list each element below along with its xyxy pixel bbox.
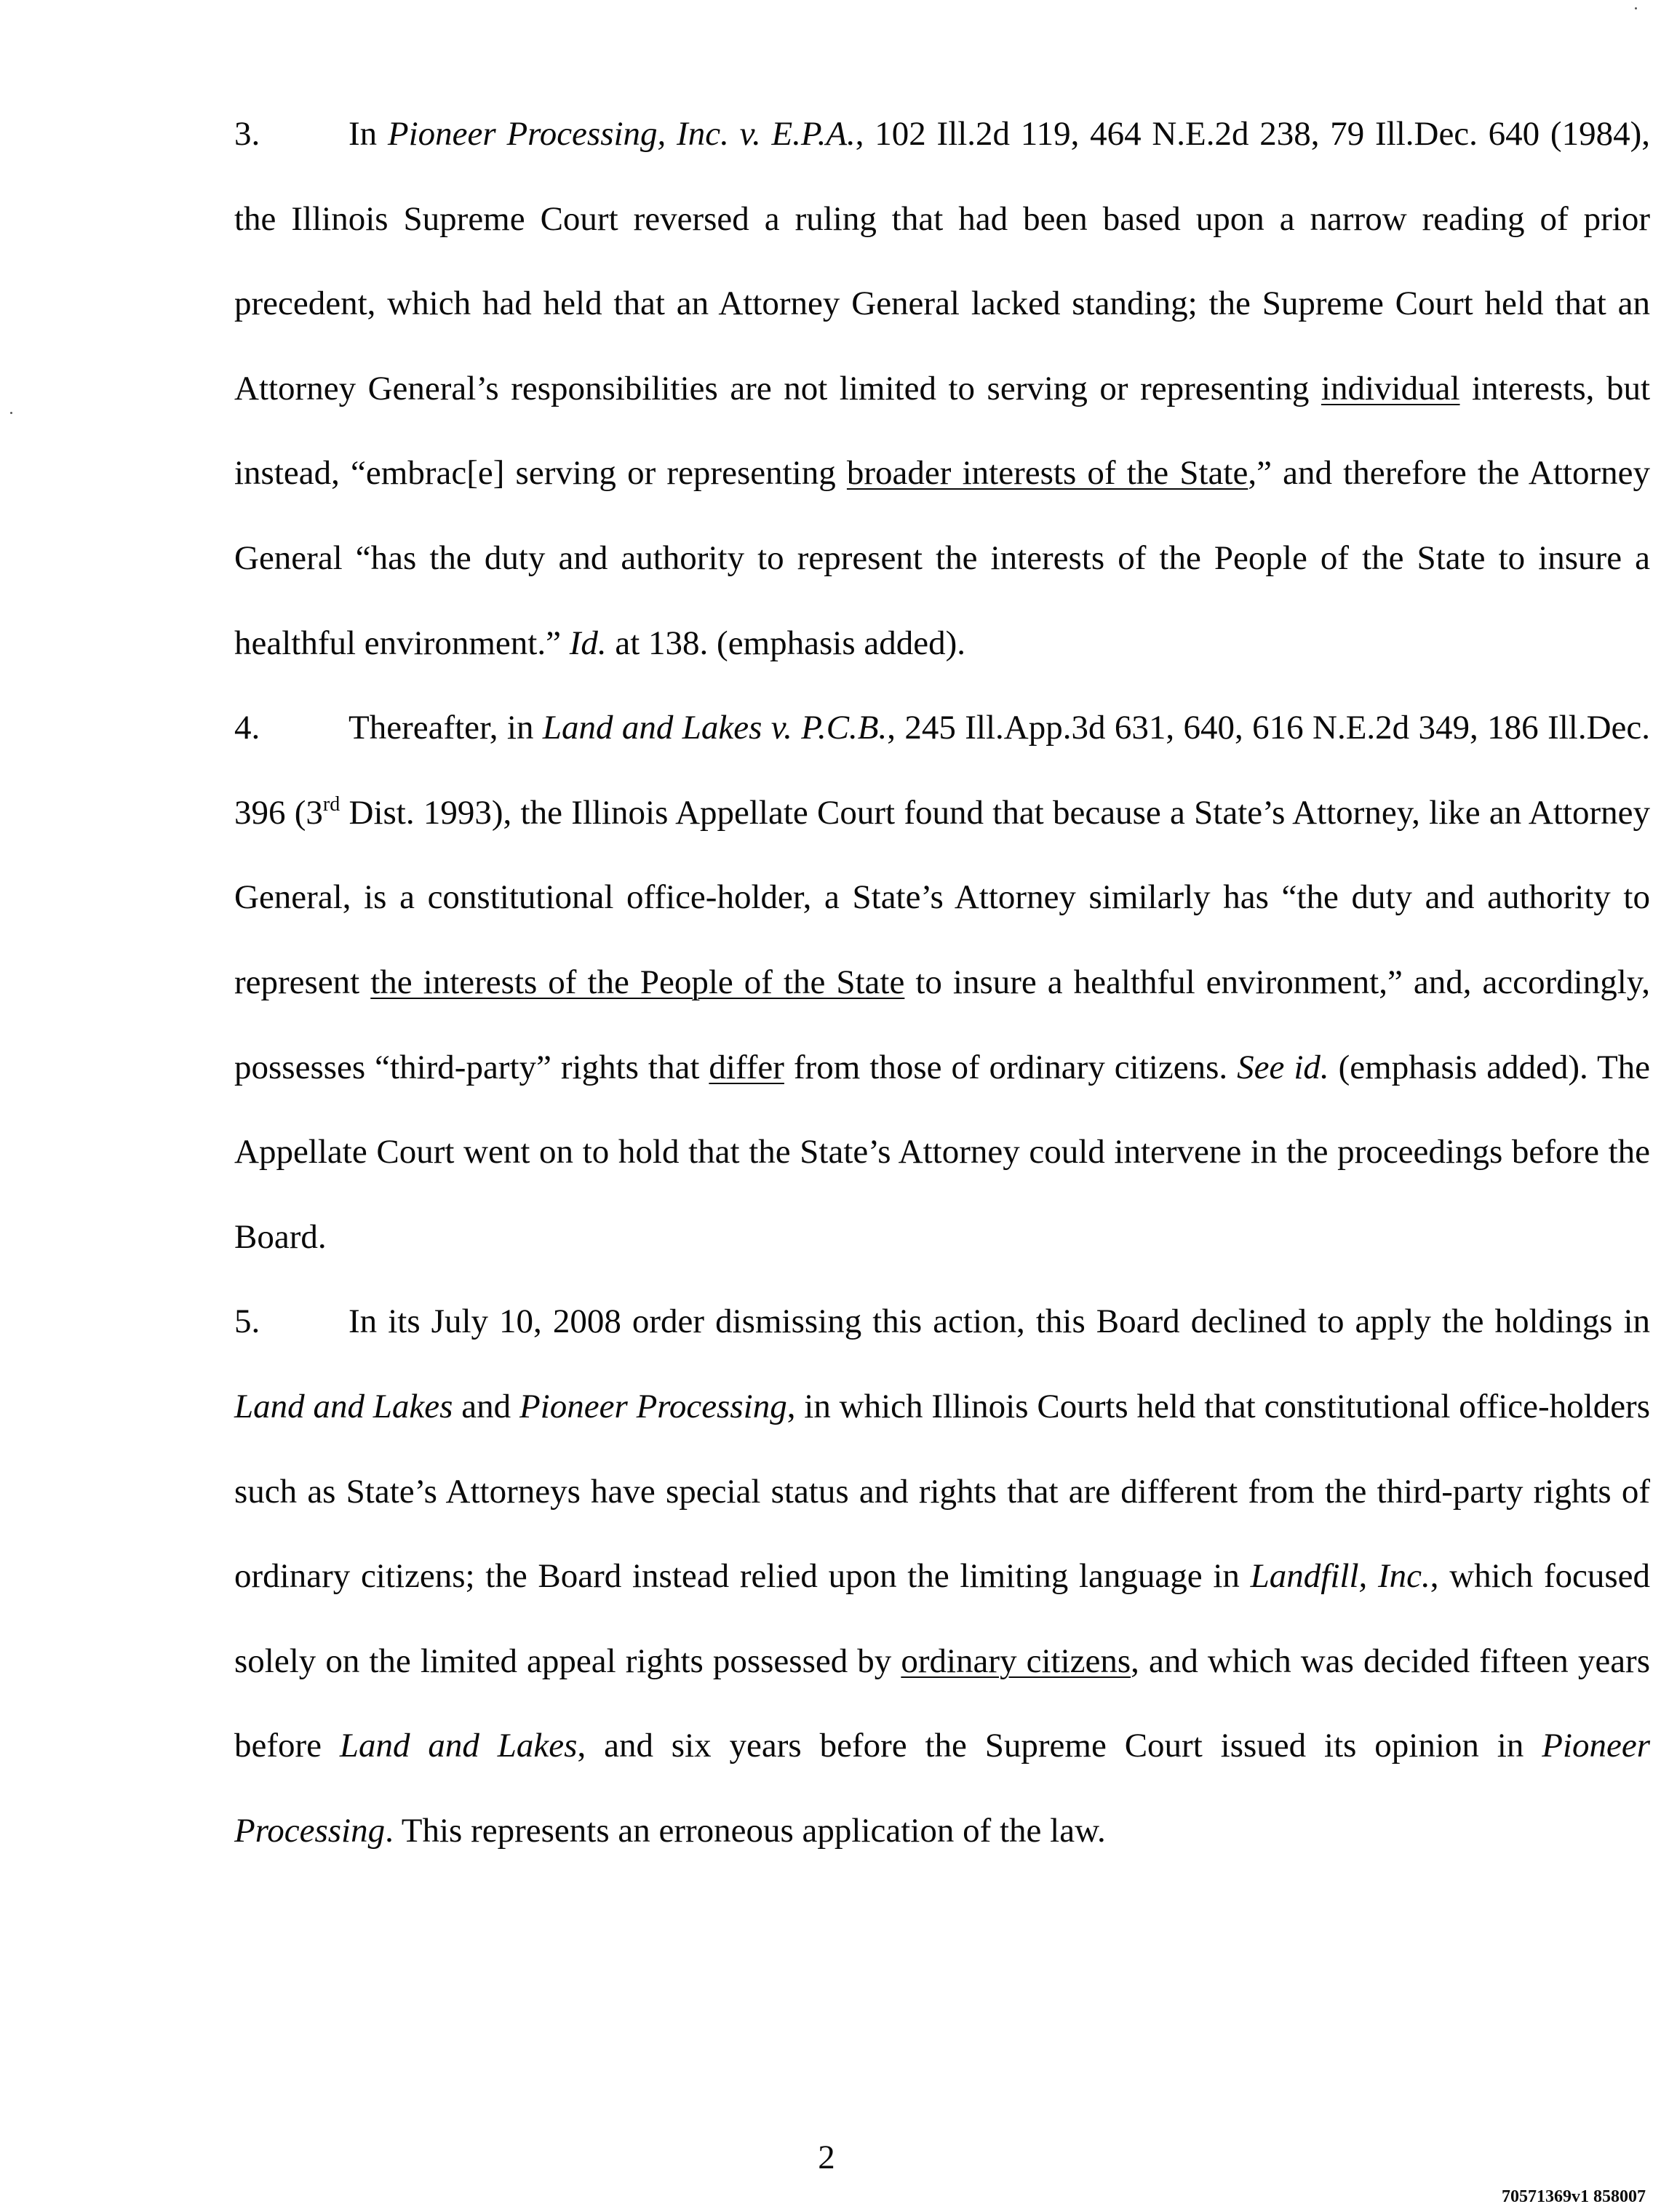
emphasis-underline: broader interests of the State [846, 454, 1248, 493]
ordinal-superscript: rd [322, 792, 340, 816]
scan-speck [10, 412, 12, 414]
emphasis-underline: differ [709, 1048, 784, 1086]
emphasis-underline: ordinary citizens [901, 1642, 1131, 1680]
case-citation: Pioneer Processing, Inc. v. E.P.A. [387, 115, 856, 153]
case-citation: Land and Lakes v. P.C.B. [542, 709, 888, 747]
document-body [234, 92, 1650, 1873]
case-citation: Land and Lakes [234, 1387, 453, 1425]
paragraph-text: In Pioneer Processing, Inc. v. E.P.A., 102 Ill.2d 119, 464 N.E.2d 238, 79 Ill.Dec. 640 (1984), the Illinois Supreme Court reversed a ruling that had been based upon a narrow reading of prior precedent, which had held that an Attorney General lacked standing; the Supreme Court held that an Attorney General’s responsibilities are not limited to serving or representing individual interests, but instead, “embrac[e] serving or representing broader interests of the State,” and therefore the Attorney General “has the duty and authority to represent the interests of the People of the State to insure a healthful environment.” Id. at 138. (emphasis added). [234, 115, 1651, 662]
case-citation: Landfill, Inc. [1250, 1557, 1430, 1596]
page-number: 2 [818, 2139, 835, 2176]
case-citation: Pioneer Processing [234, 1727, 1650, 1850]
case-citation: Id. [569, 624, 607, 662]
paragraph-4 [234, 685, 1650, 1279]
paragraph-number: 5. [234, 1302, 260, 1341]
paragraph-number: 3. [234, 115, 260, 153]
case-citation: See id. [1237, 1048, 1329, 1086]
paragraph-text: In its July 10, 2008 order dismissing this action, this Board declined to apply the holdings in Land and Lakes and Pioneer Processing, in which Illinois Courts held that constitutional office-holders such as State’s Attorneys have special status and rights that are different from the third-party rights of ordinary citizens; the Board instead relied upon the limiting language in Landfill, Inc., which focused solely on the limited appeal rights possessed by ordinary citizens, and which was decided fifteen years before Land and Lakes, and six years before the Supreme Court issued its opinion in Pioneer Processing. This represents an erroneous application of the law. [234, 1302, 1650, 1850]
paragraph-text: Thereafter, in Land and Lakes v. P.C.B., 245 Ill.App.3d 631, 640, 616 N.E.2d 349, 186 Ill.Dec. 396 (3rd Dist. 1993), the Illinois Appellate Court found that because a State’s Attorney, like an Attorney General, is a constitutional office-holder, a State’s Attorney similarly has “the duty and authority to represent the interests of the People of the State to insure a healthful environment,” and, accordingly, possesses “third-party” rights that differ from those of ordinary citizens. See id. (emphasis added). The Appellate Court went on to hold that the State’s Attorney could intervene in the proceedings before the Board. [234, 709, 1651, 1256]
case-citation: Pioneer Processing [519, 1387, 787, 1425]
scan-speck [1635, 7, 1637, 9]
document-id: 70571369v1 858007 [1502, 2187, 1646, 2206]
case-citation: Land and Lakes [339, 1727, 578, 1765]
emphasis-underline: individual [1321, 369, 1460, 407]
paragraph-3 [234, 92, 1650, 685]
emphasis-underline: the interests of the People of the State [370, 963, 905, 1001]
paragraph-5 [234, 1279, 1650, 1873]
paragraph-number: 4. [234, 709, 260, 747]
